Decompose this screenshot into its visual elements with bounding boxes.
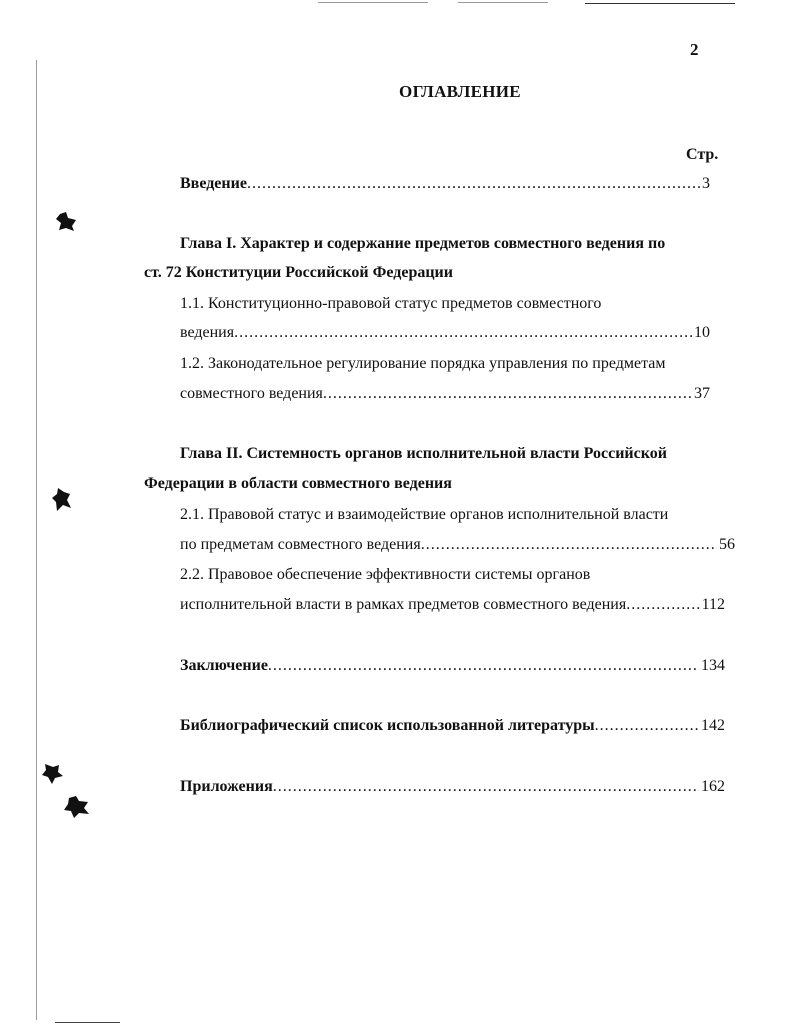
toc-entry-section-1-2[interactable] (180, 383, 710, 405)
dot-leader (421, 534, 717, 556)
scan-edge-bottom-line (55, 1022, 120, 1023)
toc-entry-label: по предметам совместного ведения (180, 536, 421, 553)
toc-entry-label: Введение (180, 175, 247, 192)
page-title: ОГЛАВЛЕНИЕ (399, 82, 521, 101)
toc-entry-page: 134 (701, 657, 725, 674)
toc-entry-appendices[interactable] (180, 776, 725, 798)
dot-leader (247, 173, 700, 195)
toc-entry-bibliography[interactable] (180, 715, 725, 737)
scan-edge-left-line (36, 60, 37, 1020)
ink-blot-1 (56, 212, 78, 232)
toc-entry-label: ведения (180, 324, 235, 341)
toc-entry-label: Заключение (180, 657, 268, 674)
section-1-1-line1: 1.1. Конституционно-правовой статус предметов совместного (180, 295, 602, 312)
chapter1-heading-line1: Глава I. Характер и содержание предметов совместного ведения по (180, 235, 666, 252)
toc-entry-section-2-2[interactable] (180, 594, 725, 616)
toc-entry-page: 142 (701, 717, 725, 734)
toc-entry-label: совместного ведения (180, 385, 323, 402)
toc-entry-page: 37 (694, 385, 710, 402)
section-2-2-line1: 2.2. Правовое обеспечение эффективности системы органов (180, 566, 591, 583)
scan-edge-top-line-3 (585, 3, 735, 4)
ink-blot-2 (52, 488, 72, 512)
toc-entry-page: 3 (702, 175, 710, 192)
toc-entry-label: исполнительной власти в рамках предметов совместного ведения (180, 596, 627, 613)
dot-leader (273, 776, 699, 798)
toc-entry-label: Библиографический список использованной литературы (180, 717, 595, 734)
chapter1-heading-line2: ст. 72 Конституции Российской Федерации (144, 264, 453, 281)
dot-leader (595, 715, 699, 737)
dot-leader (234, 322, 692, 344)
section-1-2-line1: 1.2. Законодательное регулирование порядка управления по предметам (180, 355, 666, 372)
chapter2-heading-line2: Федерации в области совместного ведения (144, 475, 452, 492)
dot-leader (323, 383, 692, 405)
toc-entry-page: 10 (694, 324, 710, 341)
section-2-1-line1: 2.1. Правовой статус и взаимодействие органов исполнительной власти (180, 506, 669, 523)
page-number: 2 (690, 40, 699, 59)
page-column-label: Стр. (686, 146, 719, 163)
toc-entry-page: 112 (701, 596, 725, 613)
toc-entry-introduction[interactable] (180, 173, 710, 195)
toc-entry-conclusion[interactable] (180, 655, 725, 677)
toc-entry-section-1-1[interactable] (180, 322, 710, 344)
scan-edge-top-line-1 (318, 2, 428, 3)
ink-blot-3 (42, 764, 64, 784)
toc-entry-section-2-1[interactable] (180, 534, 735, 556)
dot-leader (268, 655, 699, 677)
chapter2-heading-line1: Глава II. Системность органов исполнительной власти Российской (180, 445, 667, 462)
toc-entry-page: 56 (719, 536, 735, 553)
ink-blot-4 (64, 796, 90, 818)
dot-leader (626, 594, 699, 616)
scan-edge-top-line-2 (458, 2, 548, 3)
toc-entry-label: Приложения (180, 778, 273, 795)
toc-entry-page: 162 (701, 778, 725, 795)
